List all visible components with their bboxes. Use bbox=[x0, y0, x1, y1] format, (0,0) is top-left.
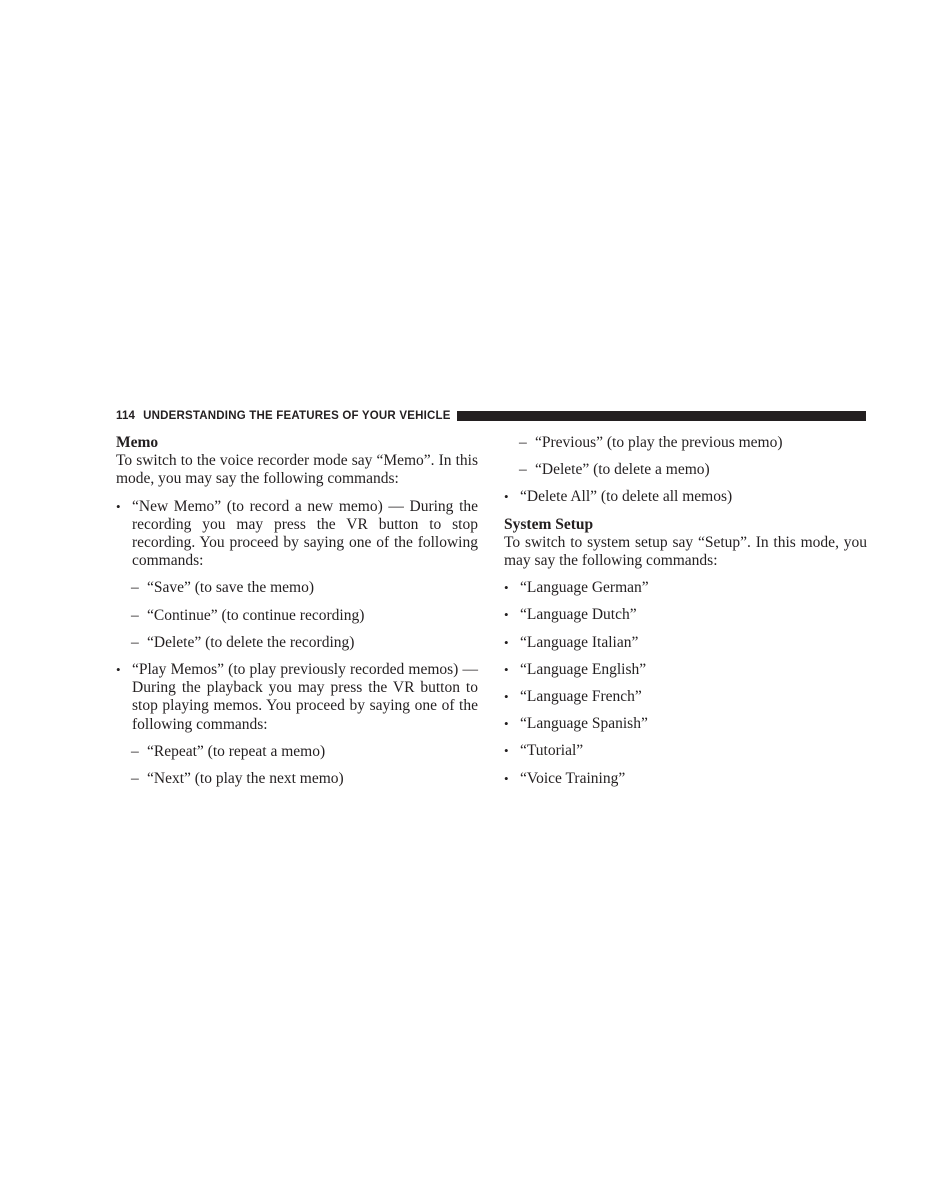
chapter-title: UNDERSTANDING THE FEATURES OF YOUR VEHICLE bbox=[143, 410, 451, 422]
sub-item-delete-recording bbox=[116, 634, 478, 652]
memo-intro: To switch to the voice recorder mode say “Memo”. In this mode, you may say the following commands: bbox=[116, 452, 478, 488]
dash-mark: – bbox=[131, 633, 139, 651]
right-column bbox=[504, 434, 867, 788]
setup-item-text: “Language German” bbox=[520, 579, 649, 597]
sub-item-previous bbox=[504, 434, 867, 452]
bullet-text: “Play Memos” (to play previously recorded memos) — During the playback you may press the VR button to stop playing memos. You proceed by saying one of the following commands: bbox=[132, 661, 478, 733]
left-column bbox=[116, 434, 478, 788]
setup-item-dutch bbox=[504, 606, 867, 624]
system-setup-intro: To switch to system setup say “Setup”. In this mode, you may say the following commands: bbox=[504, 533, 867, 570]
dash-mark: – bbox=[519, 461, 527, 479]
setup-item-tutorial bbox=[504, 742, 867, 760]
bullet-mark: • bbox=[504, 580, 509, 596]
sub-item-next bbox=[116, 770, 478, 788]
dash-mark: – bbox=[131, 770, 139, 788]
bullet-mark: • bbox=[504, 743, 509, 759]
sub-item-save bbox=[116, 579, 478, 597]
setup-item-text: “Language Dutch” bbox=[520, 606, 637, 624]
setup-item-english bbox=[504, 661, 867, 679]
bullet-new-memo bbox=[116, 498, 478, 571]
bullet-mark: • bbox=[504, 689, 509, 705]
bullet-play-memos bbox=[116, 661, 478, 734]
sub-item-text: “Save” (to save the memo) bbox=[147, 579, 314, 597]
bullet-mark: • bbox=[504, 770, 509, 786]
setup-item-text: “Language Italian” bbox=[520, 633, 639, 651]
bullet-mark: • bbox=[504, 716, 509, 732]
page-header bbox=[116, 409, 866, 423]
sub-item-text: “Continue” (to continue recording) bbox=[147, 606, 365, 624]
sub-item-text: “Next” (to play the next memo) bbox=[147, 770, 344, 788]
sub-item-delete-memo bbox=[504, 461, 867, 479]
setup-item-italian bbox=[504, 634, 867, 652]
bullet-text: “Delete All” (to delete all memos) bbox=[520, 488, 733, 506]
setup-item-text: “Tutorial” bbox=[520, 742, 584, 760]
setup-item-text: “Language Spanish” bbox=[520, 715, 648, 733]
header-rule bbox=[457, 411, 866, 421]
bullet-mark: • bbox=[504, 607, 509, 623]
page-number: 114 bbox=[116, 410, 136, 422]
setup-item-text: “Language French” bbox=[520, 688, 642, 706]
dash-mark: – bbox=[131, 606, 139, 624]
sub-item-repeat bbox=[116, 743, 478, 761]
setup-item-german bbox=[504, 579, 867, 597]
setup-item-spanish bbox=[504, 715, 867, 733]
setup-item-voice-training bbox=[504, 770, 867, 788]
sub-item-text: “Delete” (to delete a memo) bbox=[535, 461, 710, 479]
sub-item-continue bbox=[116, 607, 478, 625]
dash-mark: – bbox=[519, 434, 527, 451]
bullet-text: “New Memo” (to record a new memo) — During the recording you may press the VR button to stop recording. You proceed by saying one of the following commands: bbox=[132, 497, 478, 570]
bullet-delete-all bbox=[504, 488, 867, 506]
setup-item-french bbox=[504, 688, 867, 706]
sub-item-text: “Delete” (to delete the recording) bbox=[147, 633, 355, 651]
setup-item-text: “Language English” bbox=[520, 660, 647, 678]
bullet-mark: • bbox=[116, 498, 121, 514]
bullet-mark: • bbox=[504, 634, 509, 650]
dash-mark: – bbox=[131, 579, 139, 597]
system-setup-heading: System Setup bbox=[504, 515, 594, 533]
sub-item-text: “Repeat” (to repeat a memo) bbox=[147, 742, 326, 760]
memo-heading: Memo bbox=[116, 434, 159, 451]
dash-mark: – bbox=[131, 742, 139, 760]
setup-item-text: “Voice Training” bbox=[520, 769, 626, 787]
bullet-mark: • bbox=[116, 662, 121, 678]
bullet-mark: • bbox=[504, 661, 509, 677]
sub-item-text: “Previous” (to play the previous memo) bbox=[535, 434, 783, 451]
bullet-mark: • bbox=[504, 489, 509, 505]
